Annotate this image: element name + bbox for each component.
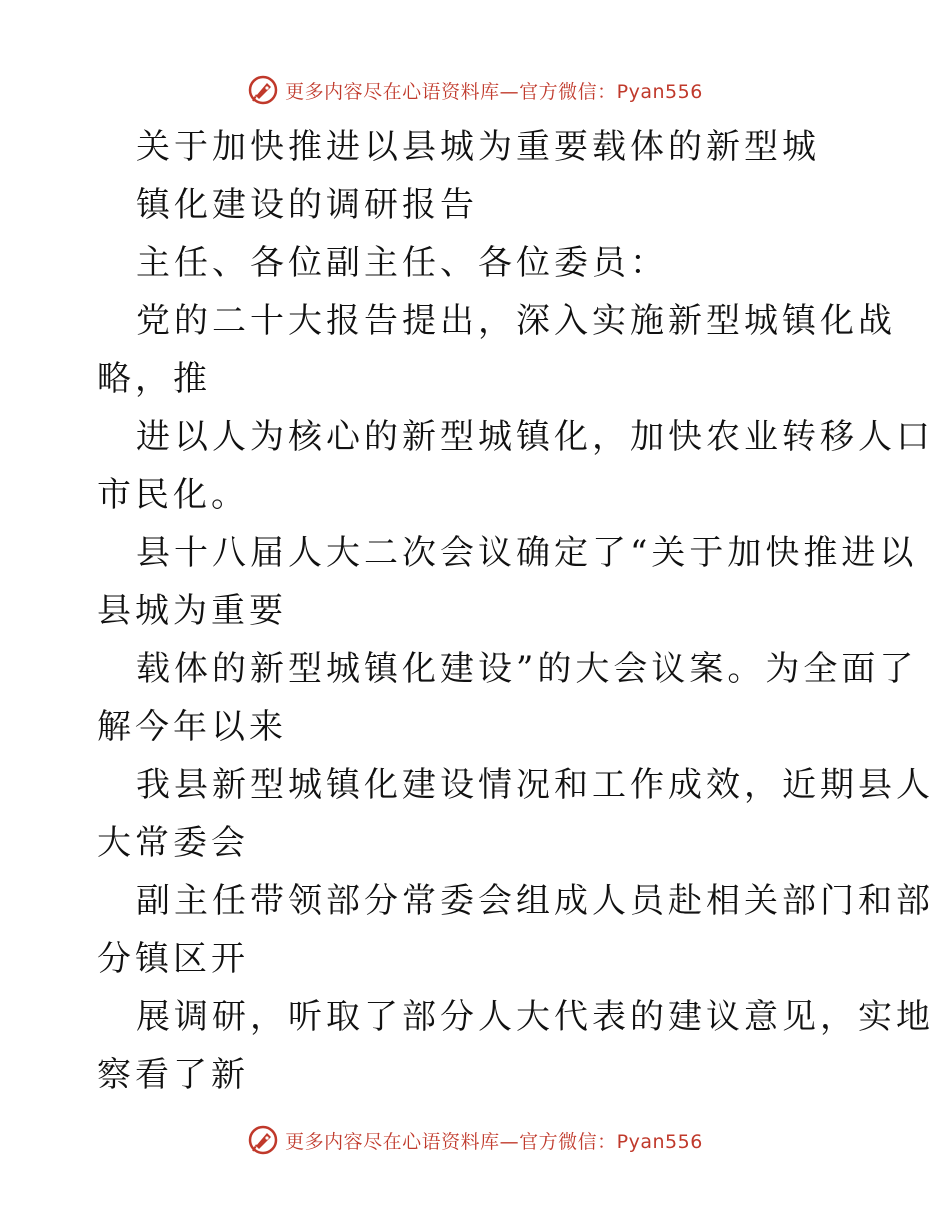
- document-line: 党的二十大报告提出，深入实施新型城镇化战: [136, 301, 896, 341]
- header-watermark: [0, 74, 950, 106]
- document-line: 市民化。: [97, 475, 249, 515]
- document-line: 主任、各位副主任、各位委员：: [136, 243, 668, 283]
- document-line: 进以人为核心的新型城镇化，加快农业转移人口: [136, 417, 934, 457]
- document-line: 大常委会: [97, 823, 249, 863]
- document-line: 分镇区开: [97, 939, 249, 979]
- document-line: 副主任带领部分常委会组成人员赴相关部门和部: [136, 881, 934, 921]
- document-line: 略，推: [97, 359, 211, 399]
- watermark-text: 更多内容尽在心语资料库—官方微信：Pyan556: [285, 80, 703, 103]
- document-line: 解今年以来: [97, 707, 287, 747]
- document-line: 关于加快推进以县城为重要载体的新型城: [136, 127, 820, 167]
- watermark-text: 更多内容尽在心语资料库—官方微信：Pyan556: [285, 1130, 703, 1153]
- document-line: 县城为重要: [97, 591, 287, 631]
- document-line: 我县新型城镇化建设情况和工作成效，近期县人: [136, 765, 934, 805]
- pen-nib-logo-icon: [247, 1124, 279, 1156]
- footer-watermark: [0, 1124, 950, 1156]
- document-body: [97, 118, 934, 1104]
- document-line: 载体的新型城镇化建设”的大会议案。为全面了: [136, 649, 918, 689]
- document-line: 镇化建设的调研报告: [136, 185, 478, 225]
- document-line: 察看了新: [97, 1055, 249, 1095]
- document-line: 展调研，听取了部分人大代表的建议意见，实地: [136, 997, 934, 1037]
- document-line: 县十八届人大二次会议确定了“关于加快推进以: [136, 533, 918, 573]
- pen-nib-logo-icon: [247, 74, 279, 106]
